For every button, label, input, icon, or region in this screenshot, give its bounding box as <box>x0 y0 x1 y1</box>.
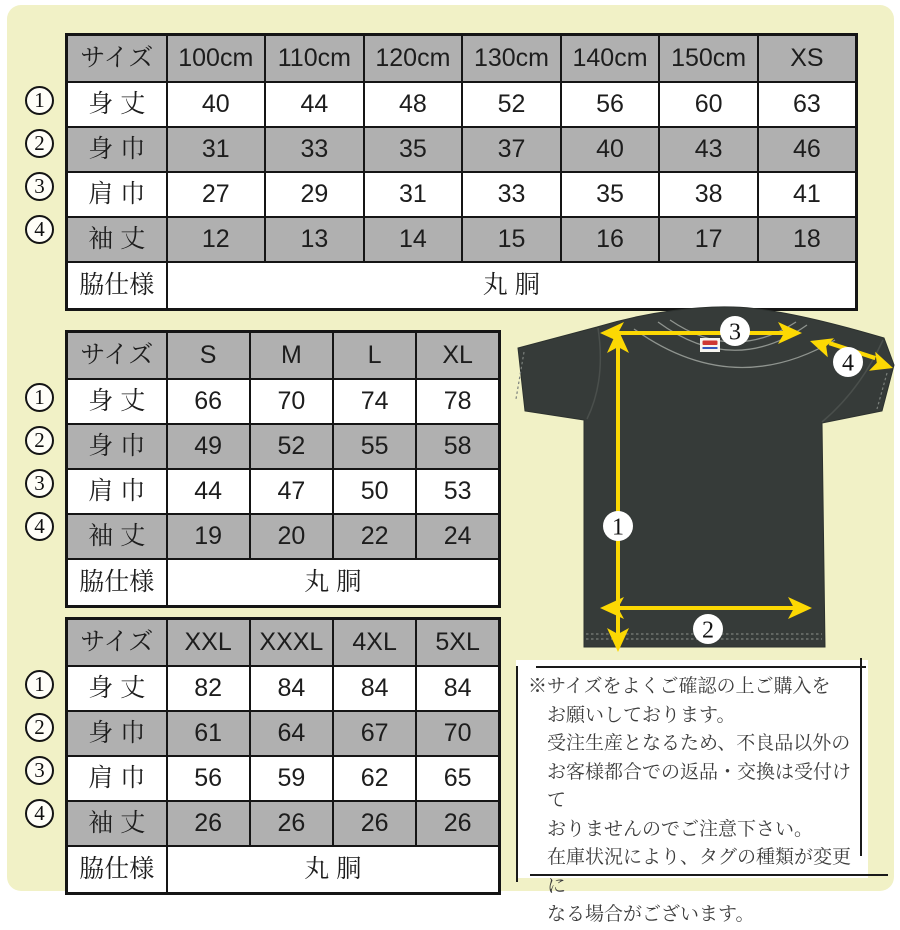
row-marker-2: 2 <box>25 713 54 742</box>
measurement-value: 17 <box>659 217 758 262</box>
measurement-row <box>67 424 500 469</box>
measurement-row <box>67 82 857 127</box>
note-border-top <box>536 666 866 668</box>
measurement-value: 53 <box>416 469 499 514</box>
measurement-row <box>67 127 857 172</box>
measurement-label: 袖 丈 <box>67 801 167 846</box>
row-marker-2: 2 <box>25 426 54 455</box>
measurement-row <box>67 666 500 711</box>
measurement-value: 26 <box>167 801 250 846</box>
size-header-cell: 100cm <box>167 35 266 83</box>
size-table-adult <box>65 330 501 608</box>
size-header-cell: XXL <box>167 619 250 667</box>
tshirt-measurement-diagram <box>500 295 900 660</box>
note-line: お願いしております。 <box>547 704 736 726</box>
side-spec-value: 丸 胴 <box>167 262 857 310</box>
diagram-marker-4 <box>833 347 863 377</box>
measurement-row <box>67 514 500 559</box>
svg-text:1: 1 <box>612 514 624 541</box>
measurement-label: 肩 巾 <box>67 756 167 801</box>
measurement-value: 33 <box>265 127 364 172</box>
size-header-cell: M <box>250 332 333 380</box>
measurement-value: 18 <box>758 217 857 262</box>
size-header-cell: L <box>333 332 416 380</box>
measurement-value: 52 <box>462 82 561 127</box>
row-marker-4: 4 <box>25 215 54 244</box>
measurement-row <box>67 711 500 756</box>
size-header-label: サイズ <box>67 332 167 380</box>
measurement-value: 26 <box>333 801 416 846</box>
measurement-value: 84 <box>333 666 416 711</box>
measurement-value: 13 <box>265 217 364 262</box>
size-header-cell: 150cm <box>659 35 758 83</box>
purchase-note-text <box>528 673 860 930</box>
measurement-label: 身 丈 <box>67 379 167 424</box>
measurement-value: 82 <box>167 666 250 711</box>
measurement-value: 70 <box>250 379 333 424</box>
measurement-value: 43 <box>659 127 758 172</box>
measurement-label: 袖 丈 <box>67 217 167 262</box>
size-header-row <box>67 35 857 83</box>
measurement-value: 22 <box>333 514 416 559</box>
measurement-row <box>67 379 500 424</box>
measurement-label: 身 巾 <box>67 127 167 172</box>
measurement-value: 44 <box>167 469 250 514</box>
diagram-marker-3 <box>720 316 750 346</box>
measurement-value: 65 <box>416 756 499 801</box>
measurement-value: 31 <box>167 127 266 172</box>
row-marker-4: 4 <box>25 512 54 541</box>
side-spec-row <box>67 846 500 894</box>
measurement-value: 40 <box>561 127 660 172</box>
measurement-value: 59 <box>250 756 333 801</box>
size-table-kids <box>65 33 858 311</box>
size-header-row <box>67 332 500 380</box>
note-line: おりませんのでご注意下さい。 <box>547 818 814 840</box>
measurement-value: 56 <box>167 756 250 801</box>
row-marker-1: 1 <box>25 383 54 412</box>
size-header-label: サイズ <box>67 35 167 83</box>
measurement-value: 67 <box>333 711 416 756</box>
row-marker-1: 1 <box>25 670 54 699</box>
measurement-label: 身 巾 <box>67 424 167 469</box>
side-spec-label: 脇仕様 <box>67 262 167 310</box>
side-spec-row <box>67 559 500 607</box>
measurement-value: 49 <box>167 424 250 469</box>
diagram-marker-2 <box>693 614 723 644</box>
measurement-label: 身 丈 <box>67 666 167 711</box>
measurement-label: 袖 丈 <box>67 514 167 559</box>
measurement-value: 48 <box>364 82 463 127</box>
measurement-value: 15 <box>462 217 561 262</box>
svg-text:2: 2 <box>702 617 714 644</box>
note-line: ※サイズをよくご確認の上ご購入を <box>528 676 831 697</box>
note-line: お客様都合での返品・交換は受付けて <box>547 761 852 811</box>
measurement-value: 61 <box>167 711 250 756</box>
note-line: なる場合がございます。 <box>547 904 755 925</box>
size-header-cell: XS <box>758 35 857 83</box>
measurement-value: 62 <box>333 756 416 801</box>
measurement-label: 身 巾 <box>67 711 167 756</box>
row-marker-3: 3 <box>25 469 54 498</box>
measurement-value: 56 <box>561 82 660 127</box>
measurement-value: 37 <box>462 127 561 172</box>
note-line: 受注生産となるため、不良品以外の <box>547 733 851 754</box>
size-header-cell: 5XL <box>416 619 499 667</box>
svg-text:4: 4 <box>842 350 854 377</box>
measurement-value: 74 <box>333 379 416 424</box>
note-border-right <box>860 658 862 856</box>
side-spec-value: 丸 胴 <box>167 559 500 607</box>
measurement-value: 55 <box>333 424 416 469</box>
measurement-row <box>67 469 500 514</box>
measurement-value: 84 <box>416 666 499 711</box>
purchase-note-box <box>516 660 868 925</box>
measurement-value: 35 <box>561 172 660 217</box>
measurement-value: 20 <box>250 514 333 559</box>
measurement-row <box>67 172 857 217</box>
side-spec-label: 脇仕様 <box>67 846 167 894</box>
row-marker-1: 1 <box>25 86 54 115</box>
size-header-cell: XXXL <box>250 619 333 667</box>
measurement-value: 14 <box>364 217 463 262</box>
measurement-value: 19 <box>167 514 250 559</box>
size-header-row <box>67 619 500 667</box>
row-marker-2: 2 <box>25 129 54 158</box>
measurement-value: 33 <box>462 172 561 217</box>
measurement-value: 31 <box>364 172 463 217</box>
measurement-label: 身 丈 <box>67 82 167 127</box>
measurement-value: 50 <box>333 469 416 514</box>
size-header-cell: 110cm <box>265 35 364 83</box>
measurement-value: 26 <box>250 801 333 846</box>
measurement-value: 46 <box>758 127 857 172</box>
size-header-label: サイズ <box>67 619 167 667</box>
measurement-value: 16 <box>561 217 660 262</box>
measurement-value: 52 <box>250 424 333 469</box>
measurement-label: 肩 巾 <box>67 469 167 514</box>
measurement-value: 47 <box>250 469 333 514</box>
size-header-cell: XL <box>416 332 499 380</box>
measurement-value: 26 <box>416 801 499 846</box>
size-header-cell: 4XL <box>333 619 416 667</box>
measurement-value: 70 <box>416 711 499 756</box>
size-table-plus <box>65 617 501 895</box>
measurement-row <box>67 756 500 801</box>
measurement-value: 40 <box>167 82 266 127</box>
measurement-value: 66 <box>167 379 250 424</box>
note-border-left <box>516 666 518 882</box>
measurement-value: 64 <box>250 711 333 756</box>
measurement-value: 35 <box>364 127 463 172</box>
measurement-value: 12 <box>167 217 266 262</box>
collar-brand-tag <box>700 338 720 352</box>
measurement-value: 41 <box>758 172 857 217</box>
row-marker-4: 4 <box>25 799 54 828</box>
measurement-value: 60 <box>659 82 758 127</box>
size-header-cell: 120cm <box>364 35 463 83</box>
side-spec-value: 丸 胴 <box>167 846 500 894</box>
size-header-cell: 140cm <box>561 35 660 83</box>
row-marker-3: 3 <box>25 172 54 201</box>
measurement-value: 63 <box>758 82 857 127</box>
measurement-row <box>67 801 500 846</box>
measurement-value: 24 <box>416 514 499 559</box>
measurement-row <box>67 217 857 262</box>
measurement-value: 78 <box>416 379 499 424</box>
side-spec-label: 脇仕様 <box>67 559 167 607</box>
measurement-value: 29 <box>265 172 364 217</box>
measurement-value: 84 <box>250 666 333 711</box>
measurement-value: 44 <box>265 82 364 127</box>
measurement-value: 38 <box>659 172 758 217</box>
note-line: 在庫状況により、タグの種類が変更に <box>547 847 852 897</box>
size-header-cell: 130cm <box>462 35 561 83</box>
measurement-label: 肩 巾 <box>67 172 167 217</box>
measurement-value: 27 <box>167 172 266 217</box>
size-header-cell: S <box>167 332 250 380</box>
diagram-marker-1 <box>603 511 633 541</box>
measurement-value: 58 <box>416 424 499 469</box>
svg-text:3: 3 <box>729 319 741 346</box>
row-marker-3: 3 <box>25 756 54 785</box>
